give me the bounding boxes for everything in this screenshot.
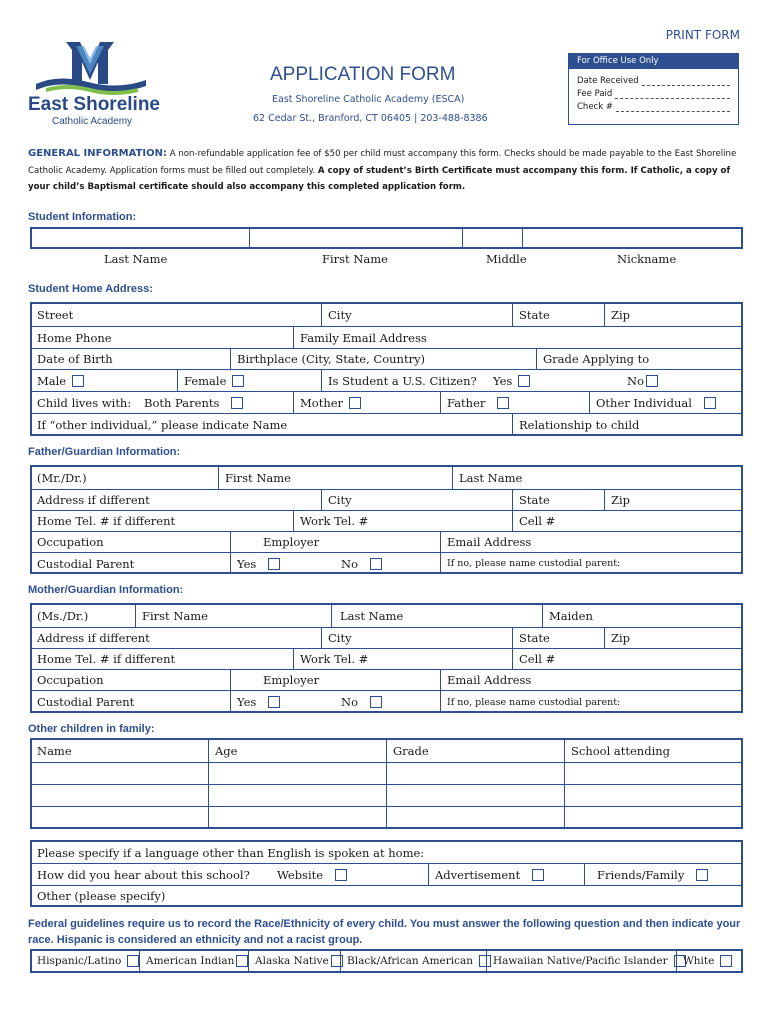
mother-custodial-no-option[interactable]: No <box>336 691 382 713</box>
race-options-row <box>30 949 743 973</box>
office-use-heading: For Office Use Only <box>569 54 738 69</box>
friends-family-checkbox[interactable] <box>696 869 708 881</box>
table-row[interactable] <box>32 763 741 785</box>
city-field[interactable]: City <box>328 308 352 322</box>
father-address-field[interactable]: Address if different <box>37 493 150 507</box>
citizen-yes-checkbox[interactable] <box>518 375 530 387</box>
zip-field[interactable]: Zip <box>611 308 631 322</box>
first-name-label: First Name <box>322 252 388 266</box>
alaska-native-option[interactable]: Alaska Native <box>250 951 343 971</box>
father-email-field[interactable]: Email Address <box>447 535 532 549</box>
father-cell-field[interactable]: Cell # <box>519 514 556 528</box>
father-occupation-field[interactable]: Occupation <box>37 535 104 549</box>
children-col-age: Age <box>215 744 238 758</box>
male-checkbox[interactable] <box>72 375 84 387</box>
citizen-no-checkbox[interactable] <box>646 375 658 387</box>
general-information <box>28 146 744 196</box>
hear-about-label: How did you hear about this school? <box>37 867 250 882</box>
father-custodial-label: Custodial Parent <box>37 556 135 571</box>
street-field[interactable]: Street <box>37 308 74 322</box>
mother-address-field[interactable]: Address if different <box>37 631 150 645</box>
home-phone-field[interactable]: Home Phone <box>37 330 112 345</box>
female-checkbox[interactable] <box>232 375 244 387</box>
date-received-field[interactable] <box>642 77 730 86</box>
mother-title-field[interactable]: (Ms./Dr.) <box>37 609 89 623</box>
general-information-text: A non-refundable application fee of $50 per child must accompany this form. Checks should be made payable to the East Shoreline Catholic Academy. Application forms must be filled out completely. <box>28 149 737 176</box>
mother-state-field[interactable]: State <box>519 631 550 645</box>
general-information-bold: A copy of student’s Birth Certificate must accompany this form. If Catholic, a copy of your child’s Baptismal certificate should also accompany this completed application form. <box>28 165 731 192</box>
other-source-field[interactable]: Other (please specify) <box>37 888 166 903</box>
state-field[interactable]: State <box>519 308 550 322</box>
last-name-input[interactable] <box>32 229 249 247</box>
american-indian-checkbox[interactable] <box>236 955 248 967</box>
check-number-label: Check # <box>577 102 613 112</box>
father-checkbox[interactable] <box>497 397 509 409</box>
mother-home-tel-field[interactable]: Home Tel. # if different <box>37 652 176 666</box>
mother-info-heading: Mother/Guardian Information: <box>28 584 184 596</box>
hawaiian-native-option[interactable]: Hawaiian Native/Pacific Islander <box>488 951 686 971</box>
other-children-heading: Other children in family: <box>28 723 155 735</box>
friends-family-option[interactable]: Friends/Family <box>592 864 708 885</box>
advertisement-checkbox[interactable] <box>532 869 544 881</box>
father-option[interactable]: Father <box>442 392 509 413</box>
print-form-link[interactable]: PRINT FORM <box>665 28 740 42</box>
male-option[interactable]: Male <box>32 370 84 391</box>
relationship-field[interactable]: Relationship to child <box>519 418 640 432</box>
first-name-input[interactable] <box>250 229 462 247</box>
father-work-tel-field[interactable]: Work Tel. # <box>300 514 369 528</box>
general-information-label: GENERAL INFORMATION: <box>28 148 167 159</box>
page-title: APPLICATION FORM <box>270 64 456 85</box>
father-last-name-field[interactable]: Last Name <box>459 471 523 485</box>
mother-work-tel-field[interactable]: Work Tel. # <box>300 652 369 666</box>
dob-field[interactable]: Date of Birth <box>37 352 113 366</box>
website-option[interactable]: Website <box>272 864 347 885</box>
white-option[interactable]: White <box>678 951 732 971</box>
table-row[interactable] <box>32 807 741 827</box>
female-option[interactable]: Female <box>179 370 244 391</box>
school-name-logo: East Shoreline <box>28 94 160 115</box>
children-header-row <box>32 740 741 763</box>
black-african-american-option[interactable]: Black/African American <box>342 951 491 971</box>
father-title-field[interactable]: (Mr./Dr.) <box>37 471 87 485</box>
mother-custodial-name-field[interactable]: If no, please name custodial parent: <box>447 696 621 708</box>
mother-first-name-field[interactable]: First Name <box>142 609 208 623</box>
mother-option[interactable]: Mother <box>295 392 361 413</box>
student-name-box <box>30 227 743 249</box>
mother-info-box <box>30 603 743 713</box>
school-address: 62 Cedar St., Branford, CT 06405 | 203-488-8386 <box>253 113 488 124</box>
father-info-box <box>30 465 743 574</box>
father-custodial-no-option[interactable]: No <box>336 553 382 574</box>
mother-custodial-yes-checkbox[interactable] <box>268 696 280 708</box>
father-state-field[interactable]: State <box>519 493 550 507</box>
hispanic-checkbox[interactable] <box>127 955 139 967</box>
mother-custodial-no-checkbox[interactable] <box>370 696 382 708</box>
home-address-heading: Student Home Address: <box>28 283 153 295</box>
grade-applying-field[interactable]: Grade Applying to <box>543 352 650 366</box>
page-subtitle: East Shoreline Catholic Academy (ESCA) <box>272 94 465 105</box>
father-custodial-yes-option[interactable]: Yes <box>232 553 280 574</box>
other-children-table <box>30 738 743 829</box>
nickname-label: Nickname <box>617 252 677 266</box>
both-parents-option[interactable]: Both Parents <box>139 392 243 413</box>
white-checkbox[interactable] <box>720 955 732 967</box>
mother-custodial-yes-option[interactable]: Yes <box>232 691 280 713</box>
fee-paid-field[interactable] <box>615 90 730 99</box>
mother-city-field[interactable]: City <box>328 631 352 645</box>
lives-with-label: Child lives with: <box>37 395 132 410</box>
father-city-field[interactable]: City <box>328 493 352 507</box>
mother-maiden-field[interactable]: Maiden <box>549 609 593 623</box>
student-info-heading: Student Information: <box>28 211 137 223</box>
school-subname-logo: Catholic Academy <box>52 116 133 127</box>
father-custodial-name-field[interactable]: If no, please name custodial parent: <box>447 558 621 569</box>
children-col-name: Name <box>37 744 72 758</box>
mother-zip-field[interactable]: Zip <box>611 631 631 645</box>
federal-guidelines-text: Federal guidelines require us to record the Race/Ethnicity of every child. You must answer the following question and then indicate your race. Hispanic is considered an ethnicity and not a racist group. <box>28 918 741 946</box>
other-individual-checkbox[interactable] <box>704 397 716 409</box>
father-zip-field[interactable]: Zip <box>611 493 631 507</box>
hispanic-option[interactable]: Hispanic/Latino <box>32 951 139 971</box>
fee-paid-label: Fee Paid <box>577 89 613 99</box>
table-row[interactable] <box>32 785 741 807</box>
children-col-school: School attending <box>571 744 671 758</box>
misc-info-box <box>30 840 743 907</box>
father-employer-field[interactable]: Employer <box>263 535 320 549</box>
mother-email-field[interactable]: Email Address <box>447 673 532 687</box>
citizen-question: Is Student a U.S. Citizen? <box>328 373 477 388</box>
other-individual-name-field[interactable]: If “other individual,” please indicate Name <box>37 418 288 432</box>
father-home-tel-field[interactable]: Home Tel. # if different <box>37 514 176 528</box>
language-field[interactable]: Please specify if a language other than English is spoken at home: <box>37 845 425 860</box>
birthplace-field[interactable]: Birthplace (City, State, Country) <box>237 352 426 366</box>
mother-cell-field[interactable]: Cell # <box>519 652 556 666</box>
mother-checkbox[interactable] <box>349 397 361 409</box>
home-address-box <box>30 302 743 436</box>
check-number-field[interactable] <box>616 103 730 112</box>
last-name-label: Last Name <box>104 252 168 266</box>
mother-last-name-field[interactable]: Last Name <box>340 609 404 623</box>
father-first-name-field[interactable]: First Name <box>225 471 291 485</box>
both-parents-checkbox[interactable] <box>231 397 243 409</box>
date-received-label: Date Received <box>577 76 639 86</box>
father-info-heading: Father/Guardian Information: <box>28 446 181 458</box>
office-use-box <box>568 53 739 125</box>
family-email-field[interactable]: Family Email Address <box>300 330 427 345</box>
mother-employer-field[interactable]: Employer <box>263 673 320 687</box>
children-col-grade: Grade <box>393 744 429 758</box>
advertisement-option[interactable]: Advertisement <box>430 864 544 885</box>
citizen-no-option[interactable]: No <box>622 370 658 391</box>
middle-label: Middle <box>486 252 527 266</box>
other-individual-option[interactable]: Other Individual <box>591 392 716 413</box>
father-custodial-no-checkbox[interactable] <box>370 558 382 570</box>
mother-custodial-label: Custodial Parent <box>37 695 135 709</box>
father-custodial-yes-checkbox[interactable] <box>268 558 280 570</box>
website-checkbox[interactable] <box>335 869 347 881</box>
citizen-yes-option[interactable]: Yes <box>488 370 530 391</box>
mother-occupation-field[interactable]: Occupation <box>37 673 104 687</box>
nickname-input[interactable] <box>523 229 743 247</box>
american-indian-option[interactable]: American Indian <box>141 951 248 971</box>
middle-name-input[interactable] <box>463 229 522 247</box>
